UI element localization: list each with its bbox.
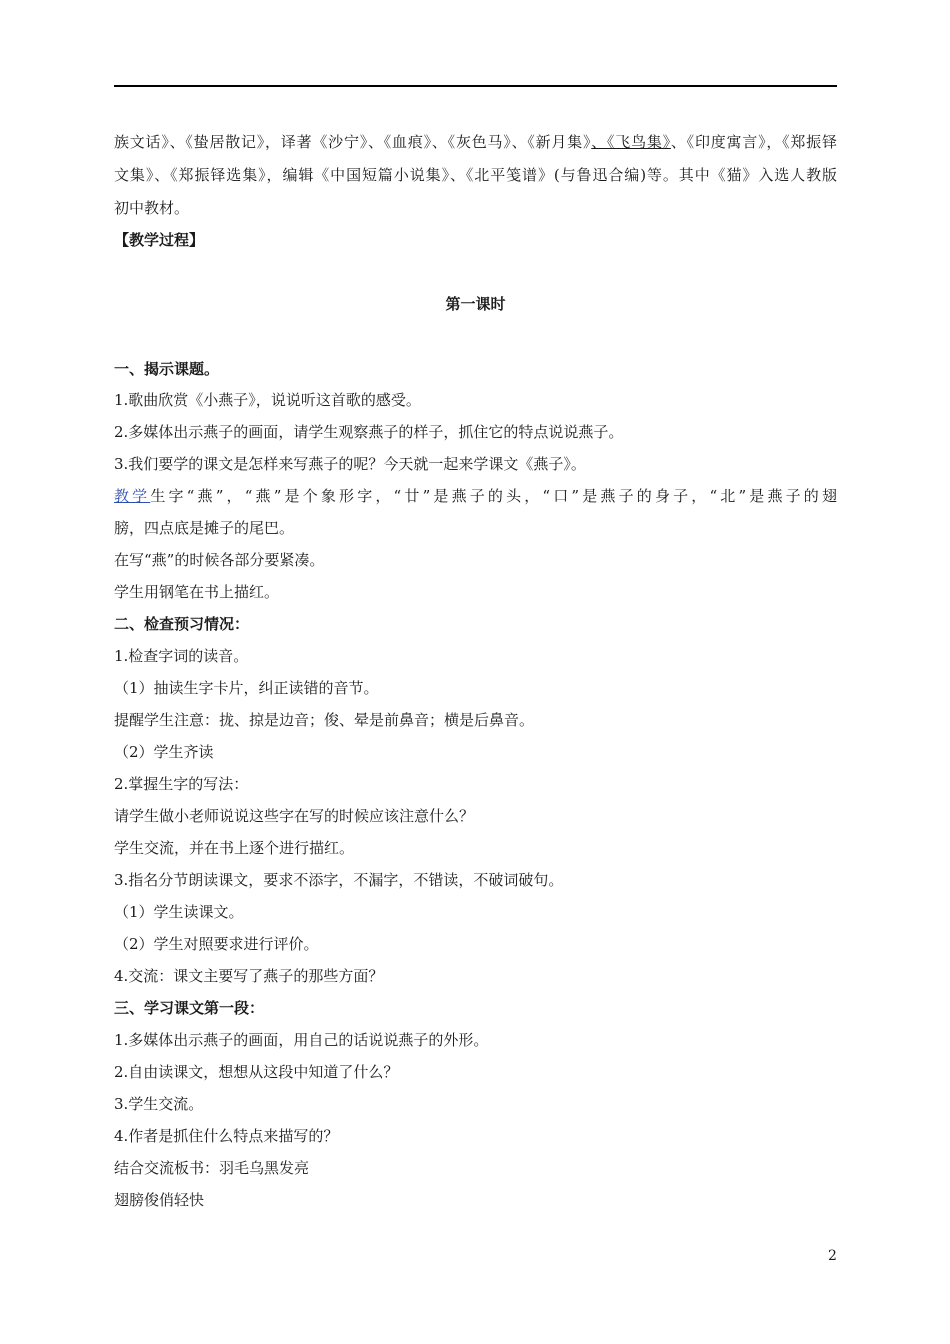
part1-item-3: 3.我们要学的课文是怎样来写燕子的呢？今天就一起来学课文《燕子》。 [114, 455, 586, 473]
part2-item-1: 1.检查字词的读音。 [114, 647, 249, 665]
part2-item-3b: （2）学生对照要求进行评价。 [114, 935, 319, 953]
teach-link[interactable]: 教学 [114, 487, 151, 505]
part2-item-3: 3.指名分节朗读课文，要求不添字，不漏字，不错读，不破词破句。 [114, 871, 564, 889]
lesson-title: 第一课时 [445, 295, 506, 313]
part3-item-3: 3.学生交流。 [114, 1095, 204, 1113]
part3-item-4: 4.作者是抓住什么特点来描写的？ [114, 1127, 339, 1145]
part2-item-2: 2.掌握生字的写法： [114, 775, 249, 793]
intro-line-2: 文集》、《郑振铎选集》，编辑《中国短篇小说集》、《北平笺谱》(与鲁迅合编)等。其中《猫》入选人教版 [114, 166, 837, 184]
page-number: 2 [828, 1248, 837, 1264]
part2-remind: 提醒学生注意：拢、掠是边音；俊、晕是前鼻音；横是后鼻音。 [114, 711, 535, 729]
part3-heading: 三、学习课文第一段： [114, 999, 265, 1017]
part3-board: 结合交流板书：羽毛乌黑发亮 [114, 1159, 310, 1177]
section-heading: 【教学过程】 [114, 231, 205, 249]
part2-heading: 二、检查预习情况： [114, 615, 250, 633]
part3-item-2: 2.自由读课文，想想从这段中知道了什么？ [114, 1063, 399, 1081]
part2-item-1b: （2）学生齐读 [114, 743, 214, 761]
intro-line-3: 初中教材。 [114, 199, 190, 217]
part1-item-1: 1.歌曲欣赏《小燕子》，说说听这首歌的感受。 [114, 391, 421, 409]
part3-board-2: 翅膀俊俏轻快 [114, 1191, 205, 1209]
part2-item-2a: 请学生做小老师说说这些字在写的时候应该注意什么？ [114, 807, 475, 825]
write-tip: 在写“燕”的时候各部分要紧凑。 [114, 551, 325, 569]
part2-item-2b: 学生交流，并在书上逐个进行描红。 [114, 839, 355, 857]
part2-item-3a: （1）学生读课文。 [114, 903, 244, 921]
part1-item-2: 2.多媒体出示燕子的画面，请学生观察燕子的样子，抓住它的特点说说燕子。 [114, 423, 624, 441]
part1-heading: 一、揭示课题。 [114, 360, 220, 378]
teach-line-cont: 膀，四点底是摊子的尾巴。 [114, 519, 295, 537]
intro-line-1: 族文话》、《蛰居散记》，译著《沙宁》、《血痕》、《灰色马》、《新月集》、《飞鸟集》、《印度寓言》，《郑振铎 [114, 133, 837, 151]
part2-item-1a: （1）抽读生字卡片，纠正读错的音节。 [114, 679, 379, 697]
part3-item-1: 1.多媒体出示燕子的画面，用自己的话说说燕子的外形。 [114, 1031, 489, 1049]
part2-item-4: 4.交流：课文主要写了燕子的那些方面？ [114, 967, 384, 985]
header-rule [114, 85, 837, 87]
trace-note: 学生用钢笔在书上描红。 [114, 583, 280, 601]
teach-line: 教学生字“燕”，“燕”是个象形字，“廿”是燕子的头，“口”是燕子的身子，“北”是燕子的翅 [114, 487, 837, 505]
